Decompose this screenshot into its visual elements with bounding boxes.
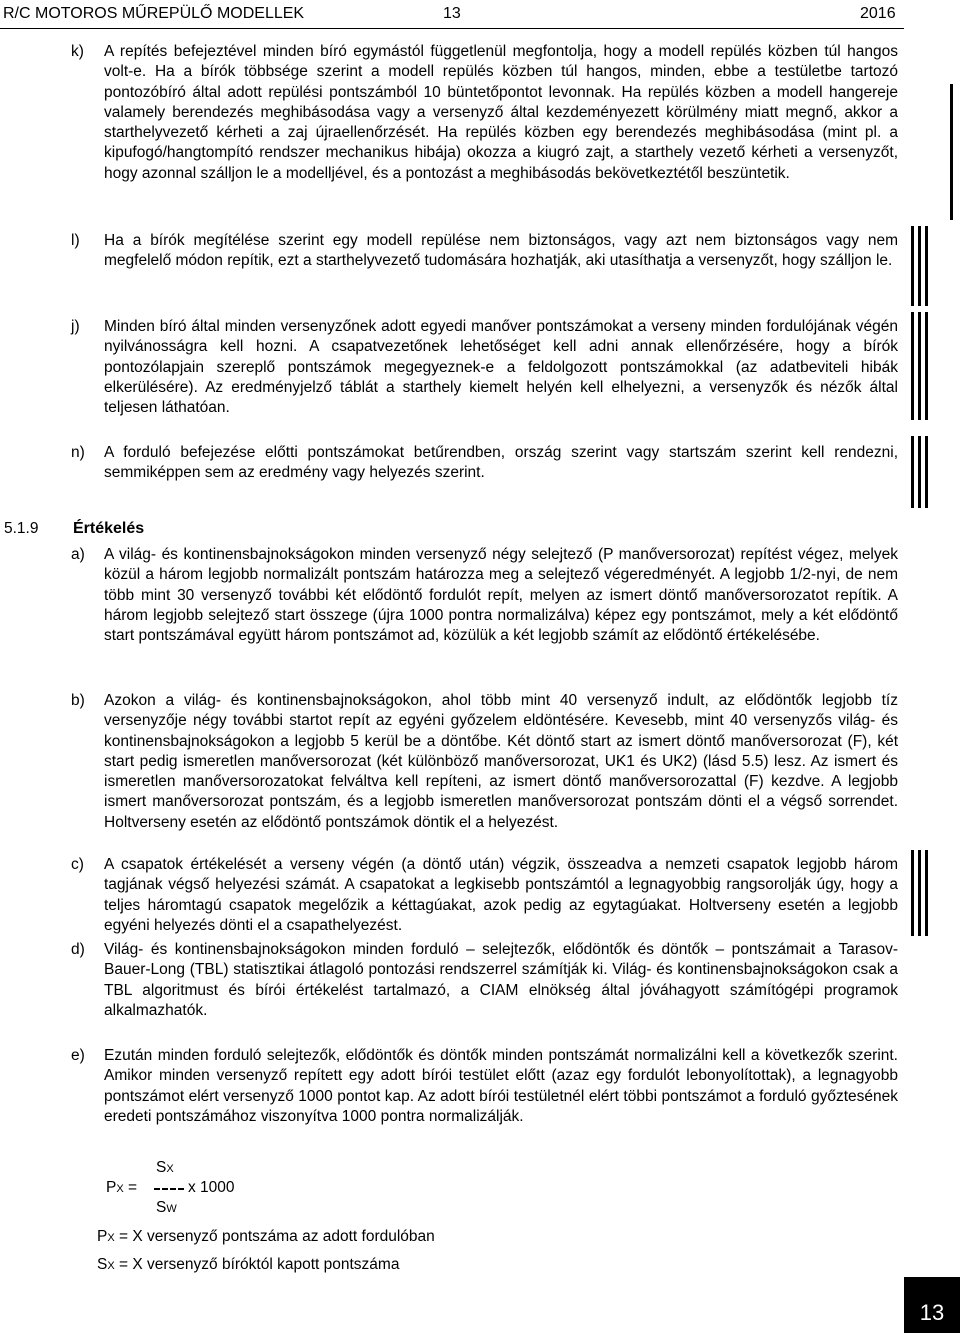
change-bar <box>911 226 914 306</box>
item-text: A forduló befejezése előtti pontszámokat betűrendben, ország szerint vagy startszám szerint kell rendezni, semmiképpen sem az eredmény vagy helyezés szerint. <box>104 444 898 482</box>
item-text: A csapatok értékelését a verseny végén (a döntő után) végzik, összeadva a nemzeti csapatok legjobb három tagjának végső helyezési számát. A csapatokat a legkisebb pontszámtól a legnagyobbig rangsorolják úgy, hogy a teljes háromtagú csapatok megelőzik a kéttagúakat, azok pedig az egytagúakat. Holtverseny esetén a legjobb egyéni helyezés dönti el a csapathelyezést. <box>104 856 898 934</box>
change-bar <box>911 436 914 508</box>
definition-subscript: X <box>107 1232 115 1244</box>
item-text: Azokon a világ- és kontinensbajnokságokon, ahol több mint 40 versenyző indult, az elődöntők legjobb tíz versenyzője négy további startot repít az egyéni győzelem eldöntésére. Kevesebb, mint 40 versenyzős világ- és kontinensbajnokságokon a legjobb 5 kerül be a döntőbe. Két döntő start az ismert döntő manőversorozat (F), két start pedig ismeretlen manőversorozat (két különböző manőversorozat, UK1 és UK2) (lásd 5.5) lesz. Az ismert és ismeretlen manőversorozatokat felváltva kell repíteni, az ismert döntő manőversorozattal (F) kezdve. A legjobb ismert manőversorozat pontszám, és a legjobb ismeretlen manőversorozat pontszám dönti el a végső sorrendet. Holtverseny esetén az elődöntő pontszámok döntik el a helyezést. <box>104 692 898 831</box>
page-header <box>0 0 960 30</box>
page-number-badge <box>904 1277 960 1333</box>
header-rule <box>0 28 904 29</box>
definition-symbol: S <box>97 1256 108 1273</box>
item-label: c) <box>71 856 84 873</box>
page-number-badge-text: 13 <box>919 1299 945 1325</box>
normalization-formula <box>106 1158 286 1218</box>
paragraph-l <box>71 231 898 272</box>
section-number: 5.1.9 <box>4 520 39 537</box>
formula-lhs-subscript: X <box>116 1183 124 1195</box>
formula-denominator-symbol: S <box>156 1199 167 1216</box>
item-text: A repítés befejeztével minden bíró egymástól függetlenül megfontolja, hogy a modell repülés közben túl hangos volt-e. Ha a bírók többsége szerint a modell repülés közben túl hangos, minden, ebbe a testületbe tartozó pontozóbíró által adott repülési pontszámból 10 büntetőpontot levonnak. Ha repülés közben a modell hangereje valamely berendezés meghibásodása vagy a versenyző által kezdeményezett körülmény miatt megnő, akkor a starthelyvezető kérheti a zaj újraellenőrzését. Ha repülés közben egy berendezés meghibásodása (mint pl. a kipufogó/hangtompító rendszer mechanikus hibája) okozza a kiugró zajt, a starthely vezető kérheti a versenyzőt, hogy azonnal szálljon le a modelljével, és a pontozást a meghibásodás bekövetkeztétől beszüntetik. <box>104 43 898 182</box>
eval-item-e <box>71 1046 898 1127</box>
item-text: Ezután minden forduló selejtezők, elődöntők és döntők minden pontszámát normalizálni kell a következők szerint. Amikor minden versenyző repített egy adott bírói testület előtt (azaz egy fordulót lebonyolítottak), a legnagyobb pontszámot elért versenyző 1000 pontot kap. Az adott bírói testületnél elért többi pontszámot a forduló győztesének eredeti pontszámához viszonyítva 1000 pontra normalizálják. <box>104 1047 898 1125</box>
change-bar <box>918 436 921 508</box>
eval-item-d <box>71 940 898 1021</box>
formula-definitions <box>97 1227 597 1283</box>
eval-item-c <box>71 855 898 936</box>
item-label: j) <box>71 318 80 335</box>
item-label: n) <box>71 444 85 461</box>
formula-equals: = <box>128 1179 138 1196</box>
paragraph-j <box>71 317 898 418</box>
header-title: R/C MOTOROS MŰREPÜLŐ MODELLEK <box>3 5 305 22</box>
item-label: k) <box>71 43 84 60</box>
fraction-bar <box>154 1188 184 1190</box>
section-title: Értékelés <box>73 520 145 537</box>
definition-text: = X versenyző pontszáma az adott fordulóban <box>119 1228 435 1245</box>
header-year: 2016 <box>860 5 896 22</box>
item-label: l) <box>71 232 80 249</box>
formula-denominator <box>156 1198 177 1219</box>
definition-line <box>97 1255 597 1283</box>
formula-lhs-symbol: P <box>106 1179 117 1196</box>
item-label: d) <box>71 941 85 958</box>
change-bar <box>911 312 914 420</box>
definition-subscript: X <box>107 1260 115 1272</box>
paragraph-n <box>71 443 898 484</box>
item-text: Ha a bírók megítélése szerint egy modell repülése nem biztonságos, vagy azt nem biztonságos vagy nem megfelelő módon repítik, ezt a starthelyvezető tudomására hozhatják, aki utasíthatja a versenyzőt, hogy szálljon le. <box>104 232 898 270</box>
eval-item-a <box>71 545 898 646</box>
item-label: a) <box>71 546 85 563</box>
formula-numerator-subscript: X <box>166 1163 174 1175</box>
eval-item-b <box>71 691 898 833</box>
formula-multiplier: x 1000 <box>188 1179 235 1196</box>
item-text: A világ- és kontinensbajnokságokon minden versenyző négy selejtező (P manőversorozat) repítést végez, melyek közül a három legjobb normalizált pontszám határozza meg a selejtező végeredményét. A legjobb 1/2-nyi, de nem több mint 30 versenyző további két elődöntő fordulót repít, melyen az ismert döntő manőversorozatot repítik. A három legjobb selejtező start összege (újra 1000 pontra normalizálva) képez egy pontszámot, mely a két elődöntő start pontszámával együtt három pontszámot ad, közülük a két legjobb számít az elődöntő értékelésébe. <box>104 546 898 645</box>
change-bar <box>918 226 921 306</box>
item-text: Minden bíró által minden versenyzőnek adott egyedi manőver pontszámokat a verseny minden fordulójának végén nyilvánosságra kell hozni. A csapatvezetőnek lehetőséget kell adni annak ellenőrzésére, hogy a bírók pontozólapjain szereplő pontszámok megegyeznek-e a feldolgozott pontszámokkal (az adatbeviteli hibák elkerülésére). Az eredményjelző táblát a starthely kiemelt helyén kell elhelyezni, a versenyzők és nézők által teljesen láthatóan. <box>104 318 898 417</box>
paragraph-k <box>71 42 898 184</box>
item-text: Világ- és kontinensbajnokságokon minden forduló – selejtezők, elődöntők és döntők – pontszámait a Tarasov-Bauer-Long (TBL) statisztikai átlagoló pontozási rendszerrel számítják ki. Világ- és kontinensbajnokságokon csak a TBL algoritmust és bírói értékelést tartalmazó, a CIAM elnökség által jóváhagyott számítógépi programok alkalmazhatók. <box>104 941 898 1019</box>
formula-numerator <box>156 1158 174 1179</box>
formula-numerator-symbol: S <box>156 1159 167 1176</box>
formula-lhs <box>106 1178 137 1199</box>
item-label: e) <box>71 1047 85 1064</box>
change-bar <box>950 84 953 220</box>
header-page-number: 13 <box>443 5 461 22</box>
definition-line <box>97 1227 597 1255</box>
definition-symbol: P <box>97 1228 108 1245</box>
definition-text: = X versenyző bíróktól kapott pontszáma <box>119 1256 400 1273</box>
change-bar <box>918 312 921 420</box>
change-bar <box>925 226 928 306</box>
change-bar <box>918 850 921 936</box>
change-bar <box>925 436 928 508</box>
change-bar <box>925 312 928 420</box>
change-bar <box>911 850 914 936</box>
formula-denominator-subscript: W <box>166 1203 177 1215</box>
item-label: b) <box>71 692 85 709</box>
change-bar <box>925 850 928 936</box>
